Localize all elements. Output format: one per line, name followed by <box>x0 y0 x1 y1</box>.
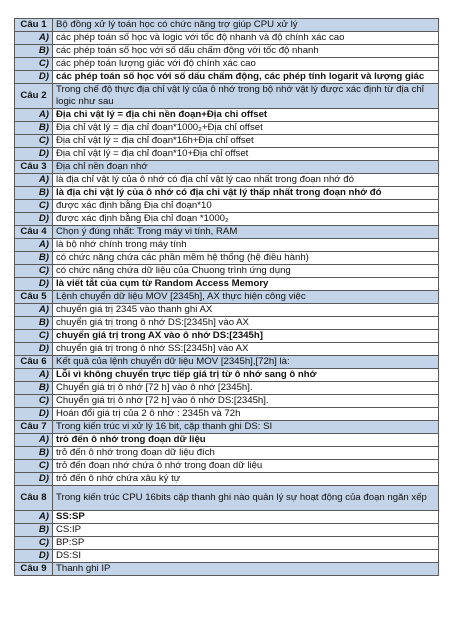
option-row <box>15 200 439 213</box>
question-text: Trong chế độ thực địa chỉ vật lý của ô nhớ trong bộ nhớ vật lý được xác định từ địa chỉ logic như sau <box>53 84 439 109</box>
option-letter: B) <box>15 187 53 200</box>
option-letter: A) <box>15 369 53 382</box>
option-text: BP:SP <box>53 537 439 550</box>
option-row <box>15 524 439 537</box>
question-row <box>15 161 439 174</box>
question-number: Câu 8 <box>15 486 53 511</box>
question-row <box>15 486 439 511</box>
question-number: Câu 4 <box>15 226 53 239</box>
option-text: có chức năng chứa các phần mềm hệ thống (hệ điều hành) <box>53 252 439 265</box>
option-row <box>15 447 439 460</box>
question-number: Câu 6 <box>15 356 53 369</box>
option-text: trỏ đến ô nhớ chứa xâu ký tự <box>53 473 439 486</box>
option-text: chuyển giá trị trong ô nhớ SS:[2345h] vào AX <box>53 343 439 356</box>
option-row <box>15 174 439 187</box>
option-letter: D) <box>15 278 53 291</box>
option-text: có chức năng chứa dữ liệu của Chuong trình ứng dụng <box>53 265 439 278</box>
question-text: Chọn ý đúng nhất: Trong máy vi tính, RAM <box>53 226 439 239</box>
option-text: các phép toán số học với số dấu chấm động với tốc độ nhanh <box>53 45 439 58</box>
option-text: Chuyển giá trị ô nhớ [72 h] vào ô nhớ [2345h]. <box>53 382 439 395</box>
correct-answer-text: chuyển giá trị trong AX vào ô nhớ DS:[2345h] <box>53 330 439 343</box>
option-letter: B) <box>15 45 53 58</box>
correct-answer-text: các phép toán số học với số dấu chấm động, các phép tính logarit và lượng giác <box>53 71 439 84</box>
option-text: Hoán đổi giá trị của 2 ô nhớ : 2345h và 72h <box>53 408 439 421</box>
option-row <box>15 343 439 356</box>
question-text: Thanh ghi IP <box>53 563 439 576</box>
question-number: Câu 1 <box>15 19 53 32</box>
question-text: Địa chỉ nền đoạn nhớ <box>53 161 439 174</box>
option-text: các phép toán lượng giác với độ chính xác cao <box>53 58 439 71</box>
option-letter: B) <box>15 447 53 460</box>
option-letter: C) <box>15 265 53 278</box>
question-text: Trong kiến trúc vi xử lý 16 bit, cặp thanh ghi DS: SI <box>53 421 439 434</box>
option-letter: D) <box>15 343 53 356</box>
option-row <box>15 135 439 148</box>
option-row <box>15 537 439 550</box>
option-letter: C) <box>15 330 53 343</box>
option-row <box>15 71 439 84</box>
option-text: Chuyển giá trị ô nhớ [72 h] vào ô nhớ DS:[2345h]. <box>53 395 439 408</box>
option-text: là bộ nhớ chính trong máy tính <box>53 239 439 252</box>
option-letter: D) <box>15 213 53 226</box>
option-letter: B) <box>15 317 53 330</box>
question-number: Câu 5 <box>15 291 53 304</box>
question-text: Kết quả của lệnh chuyển dữ liệu MOV [2345h],[72h] là: <box>53 356 439 369</box>
option-letter: C) <box>15 537 53 550</box>
option-letter: B) <box>15 252 53 265</box>
question-number: Câu 2 <box>15 84 53 109</box>
question-row <box>15 421 439 434</box>
option-letter: A) <box>15 32 53 45</box>
option-row <box>15 434 439 447</box>
question-text: Trong kiến trúc CPU 16bits cặp thanh ghi nào quản lý sự hoạt động của đoạn ngăn xếp <box>53 486 439 511</box>
option-row <box>15 213 439 226</box>
question-row <box>15 356 439 369</box>
option-letter: A) <box>15 174 53 187</box>
option-row <box>15 330 439 343</box>
correct-answer-text: Địa chỉ vật lý = địa chỉ nền đoạn+Địa chỉ offset <box>53 109 439 122</box>
option-letter: C) <box>15 135 53 148</box>
option-row <box>15 317 439 330</box>
question-row <box>15 291 439 304</box>
option-row <box>15 304 439 317</box>
correct-answer-text: trỏ đến ô nhớ trong đoạn dữ liệu <box>53 434 439 447</box>
quiz-body <box>15 19 439 576</box>
option-letter: A) <box>15 239 53 252</box>
option-letter: D) <box>15 550 53 563</box>
question-row <box>15 19 439 32</box>
option-row <box>15 395 439 408</box>
option-row <box>15 278 439 291</box>
option-letter: C) <box>15 395 53 408</box>
option-letter: C) <box>15 58 53 71</box>
option-text: là địa chỉ vật lý của ô nhớ có địa chỉ vật lý cao nhất trong đoạn nhớ đó <box>53 174 439 187</box>
option-row <box>15 109 439 122</box>
option-row <box>15 408 439 421</box>
option-row <box>15 382 439 395</box>
option-letter: C) <box>15 460 53 473</box>
option-letter: A) <box>15 109 53 122</box>
question-text: Lệnh chuyển dữ liệu MOV [2345h], AX thực hiện công việc <box>53 291 439 304</box>
question-number: Câu 7 <box>15 421 53 434</box>
option-row <box>15 369 439 382</box>
option-row <box>15 148 439 161</box>
correct-answer-text: Lỗi vì không chuyển trực tiếp giá trị từ ô nhớ sang ô nhớ <box>53 369 439 382</box>
option-row <box>15 32 439 45</box>
option-letter: D) <box>15 408 53 421</box>
question-number: Câu 9 <box>15 563 53 576</box>
option-text: Địa chỉ vật lý = địa chỉ đoạn*1000₂+Địa chỉ offset <box>53 122 439 135</box>
option-letter: D) <box>15 71 53 84</box>
question-row <box>15 84 439 109</box>
option-letter: D) <box>15 473 53 486</box>
option-letter: B) <box>15 524 53 537</box>
option-text: được xác định bằng Địa chỉ đoạn*10 <box>53 200 439 213</box>
option-letter: A) <box>15 304 53 317</box>
option-row <box>15 473 439 486</box>
question-number: Câu 3 <box>15 161 53 174</box>
question-text: Bộ đồng xử lý toán học có chức năng trợ giúp CPU xử lý <box>53 19 439 32</box>
option-text: chuyển giá trị 2345 vào thanh ghi AX <box>53 304 439 317</box>
option-row <box>15 265 439 278</box>
option-letter: C) <box>15 200 53 213</box>
option-text: DS:SI <box>53 550 439 563</box>
option-row <box>15 511 439 524</box>
option-text: các phép toán số học và logic với tốc độ nhanh và độ chính xác cao <box>53 32 439 45</box>
option-row <box>15 550 439 563</box>
option-text: Địa chỉ vật lý = địa chỉ đoạn*10+Địa chỉ offset <box>53 148 439 161</box>
quiz-sheet <box>14 18 439 576</box>
option-row <box>15 187 439 200</box>
correct-answer-text: là viết tắt của cụm từ Random Access Memory <box>53 278 439 291</box>
option-row <box>15 45 439 58</box>
correct-answer-text: là địa chỉ vật lý của ô nhớ có địa chỉ vật lý thấp nhất trong đoạn nhớ đó <box>53 187 439 200</box>
quiz-table <box>14 18 439 576</box>
option-text: trỏ đến ô nhớ trong đoạn dữ liệu đích <box>53 447 439 460</box>
option-text: CS:IP <box>53 524 439 537</box>
option-letter: B) <box>15 382 53 395</box>
option-row <box>15 460 439 473</box>
option-row <box>15 122 439 135</box>
option-text: chuyển giá trị trong ô nhớ DS:[2345h] vào AX <box>53 317 439 330</box>
question-row <box>15 563 439 576</box>
question-row <box>15 226 439 239</box>
option-text: Địa chỉ vật lý = địa chỉ đoạn*16h+Địa chỉ offset <box>53 135 439 148</box>
option-letter: D) <box>15 148 53 161</box>
option-text: được xác định bằng Địa chỉ đoạn *1000₂ <box>53 213 439 226</box>
option-row <box>15 58 439 71</box>
option-text: trỏ đến đoạn nhớ chứa ô nhớ trong đoạn dữ liệu <box>53 460 439 473</box>
option-letter: A) <box>15 511 53 524</box>
option-letter: A) <box>15 434 53 447</box>
correct-answer-text: SS:SP <box>53 511 439 524</box>
option-row <box>15 239 439 252</box>
option-row <box>15 252 439 265</box>
option-letter: B) <box>15 122 53 135</box>
